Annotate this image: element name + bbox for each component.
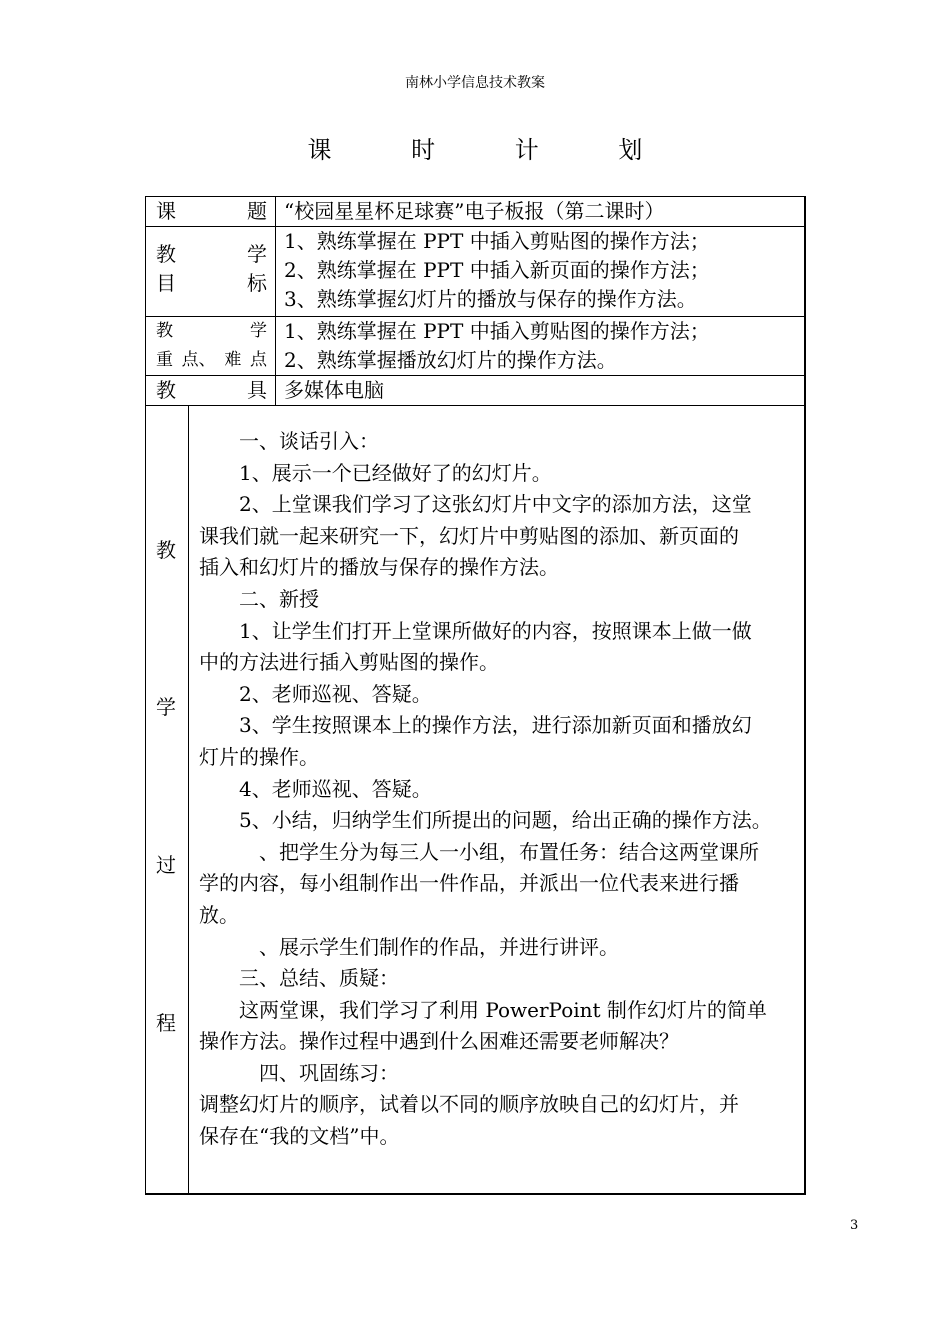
tools-value: 多媒体电脑	[284, 378, 384, 402]
process-line: 课我们就一起来研究一下，幻灯片中剪贴图的添加、新页面的	[199, 523, 739, 548]
topic-row	[146, 197, 804, 227]
key-points-label: 教 学 重 点、 难 点	[146, 317, 276, 375]
process-line: 四、巩固练习：	[199, 1060, 399, 1085]
goal-item: 1、熟练掌握在 PPT 中插入剪贴图的操作方法；	[284, 229, 710, 253]
process-line: 保存在“我的文档”中。	[199, 1124, 400, 1149]
process-line: 三、总结、质疑：	[199, 966, 399, 991]
key-points-list	[276, 317, 804, 375]
page-header: 南林小学信息技术教案	[405, 75, 545, 91]
process-line: 4、老师巡视、答疑。	[199, 776, 432, 801]
process-line: 3、学生按照课本上的操作方法，进行添加新页面和播放幻	[199, 713, 752, 738]
goal-item: 3、熟练掌握幻灯片的播放与保存的操作方法。	[284, 287, 697, 311]
tools-row	[146, 376, 804, 406]
process-line: 1、展示一个已经做好了的幻灯片。	[199, 460, 552, 485]
goals-row	[146, 227, 804, 317]
process-line: 操作方法。操作过程中遇到什么困难还需要老师解决？	[199, 1029, 679, 1054]
process-content	[189, 406, 804, 1193]
process-line: 调整幻灯片的顺序，试着以不同的顺序放映自己的幻灯片，并	[199, 1092, 739, 1117]
process-line: 灯片的操作。	[199, 744, 319, 769]
tools-label: 教 具	[146, 376, 276, 405]
process-line: 插入和幻灯片的播放与保存的操作方法。	[199, 555, 559, 580]
process-line: 5、小结，归纳学生们所提出的问题，给出正确的操作方法。	[199, 808, 772, 833]
lesson-plan-table	[145, 196, 806, 1195]
process-line: 放。	[199, 902, 239, 927]
topic-label: 课 题	[146, 197, 276, 226]
process-row	[146, 406, 804, 1193]
process-line: 1、让学生们打开上堂课所做好的内容，按照课本上做一做	[199, 618, 752, 643]
goals-label: 教 学 目 标	[146, 227, 276, 316]
topic-value: “校园星星杯足球赛”电子板报（第二课时）	[284, 199, 665, 223]
process-label: 教 学 过 程	[146, 406, 189, 1193]
process-line: 学的内容，每小组制作出一件作品，并派出一位代表来进行播	[199, 871, 739, 896]
process-line: 这两堂课，我们学习了利用 PowerPoint 制作幻灯片的简单	[199, 997, 767, 1022]
goal-item: 2、熟练掌握在 PPT 中插入新页面的操作方法；	[284, 258, 710, 282]
process-line: 、把学生分为每三人一小组，布置任务：结合这两堂课所	[199, 839, 759, 864]
process-line: 、展示学生们制作的作品，并进行讲评。	[199, 934, 619, 959]
process-line: 中的方法进行插入剪贴图的操作。	[199, 650, 499, 675]
process-line: 2、老师巡视、答疑。	[199, 681, 432, 706]
goals-list	[276, 227, 804, 316]
page-title: 课 时 计 划	[307, 136, 679, 164]
key-point-item: 1、熟练掌握在 PPT 中插入剪贴图的操作方法；	[284, 319, 710, 343]
key-point-item: 2、熟练掌握播放幻灯片的操作方法。	[284, 348, 617, 372]
page-number: 3	[850, 1218, 859, 1233]
process-line: 2、上堂课我们学习了这张幻灯片中文字的添加方法，这堂	[199, 492, 752, 517]
process-line: 二、新授	[199, 586, 319, 611]
process-line: 一、谈话引入：	[199, 429, 379, 453]
key-points-row	[146, 317, 804, 376]
